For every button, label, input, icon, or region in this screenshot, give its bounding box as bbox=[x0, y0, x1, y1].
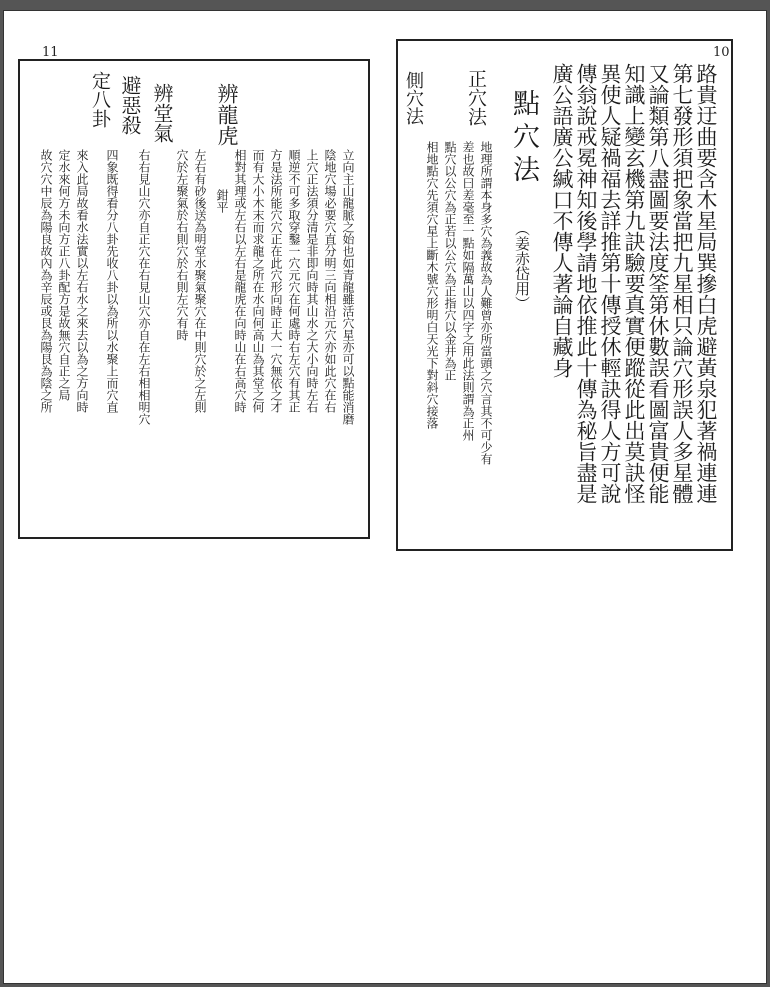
body-column: 上穴正法須分清是非即向時其山水之大小向時左右 bbox=[305, 149, 319, 413]
text-column: 第七發形須把象當把九星相只論穴形誤人多星體 bbox=[670, 63, 694, 504]
body-column: 定水來何方未向方正八卦配方是故無穴自正之局 bbox=[57, 149, 71, 401]
body-column: 差也故曰差毫至一點如隔萬山以四字之用此法則謂為正州 bbox=[461, 141, 475, 441]
body-column: 鉗平 bbox=[215, 189, 229, 213]
text-column: 異使人疑禍福去詳推第十傳授休輕訣得人方可說 bbox=[598, 63, 622, 504]
document-frame bbox=[3, 10, 767, 984]
heading: 避惡殺 bbox=[118, 75, 142, 135]
body-column: 陰地穴場必要穴直分明三向相沿元穴亦如此穴在右 bbox=[323, 149, 337, 413]
subheading: 正穴法 bbox=[465, 69, 487, 126]
text-column: 廣公語廣公緘口不傳人著論自藏身 bbox=[550, 63, 574, 378]
heading: 辨龍虎 bbox=[215, 83, 239, 146]
body-column: 右右見山穴亦自正穴在右見山穴亦自在左右相相明穴 bbox=[137, 149, 151, 425]
page-number: 10 bbox=[713, 45, 730, 60]
body-column: 方是法所能穴穴正在此穴形向時正大一穴無依之才 bbox=[269, 149, 283, 413]
body-column: 立向主山龍脈之始也如青龍雖活穴星亦可以點能消磨 bbox=[341, 149, 355, 425]
right-page bbox=[396, 39, 733, 551]
body-column: 四象既得看分八卦先收八卦以為所以水聚上而穴直 bbox=[105, 149, 119, 413]
section-title: 點穴法 bbox=[508, 89, 539, 188]
body-column: 來入此局故看水法實以左右水之來去以為之方向時 bbox=[75, 149, 89, 413]
body-column: 穴於左聚氣於右則穴於右則左穴有時 bbox=[175, 149, 189, 341]
left-page bbox=[18, 45, 370, 539]
body-column: 點穴以公穴為正若以公穴為正指穴以金井為正 bbox=[443, 141, 457, 381]
body-column: 而有大小木末而求龍之所在水向何高山為其堂之何 bbox=[251, 149, 265, 413]
text-column: 傳翁說戒冕神知後學請地依推此十傳為秘旨盡是 bbox=[574, 63, 598, 504]
body-column: 左右有砂後送為明堂水聚氣聚穴在中則穴於之左則 bbox=[193, 149, 207, 413]
body-column: 順逆不可多取穿鑿一穴元穴在何處時右左穴有其正 bbox=[287, 149, 301, 413]
body-column: 地理所謂本身多穴為義故為人難曾亦所當頭之穴言其不可少有 bbox=[479, 141, 493, 465]
section-note: （姜赤岱用） bbox=[513, 221, 531, 311]
body-column: 故穴穴中辰為陽良故內為辛辰或艮為陽艮為陰之所 bbox=[39, 149, 53, 413]
text-column: 路貴迂曲要含木星局巽摻白虎避黃泉犯著禍連連 bbox=[694, 63, 718, 504]
body-column: 相對其理或左右以左右是龍虎在向時山在右高穴時 bbox=[233, 149, 247, 413]
heading: 辨堂氣 bbox=[150, 83, 174, 143]
body-column: 相地點穴先須穴星上斷木號穴形明白天光下對斜穴接落 bbox=[425, 141, 439, 429]
subheading: 側穴法 bbox=[403, 71, 424, 125]
heading: 定八卦 bbox=[89, 71, 111, 128]
text-column: 知識上變玄機第九訣驗要真實便蹤從此出莫訣怪 bbox=[622, 63, 646, 504]
text-column: 又論類第八盡圖要法度筌第休數誤看圖富貴便能 bbox=[646, 63, 670, 504]
page-number: 11 bbox=[42, 45, 59, 60]
